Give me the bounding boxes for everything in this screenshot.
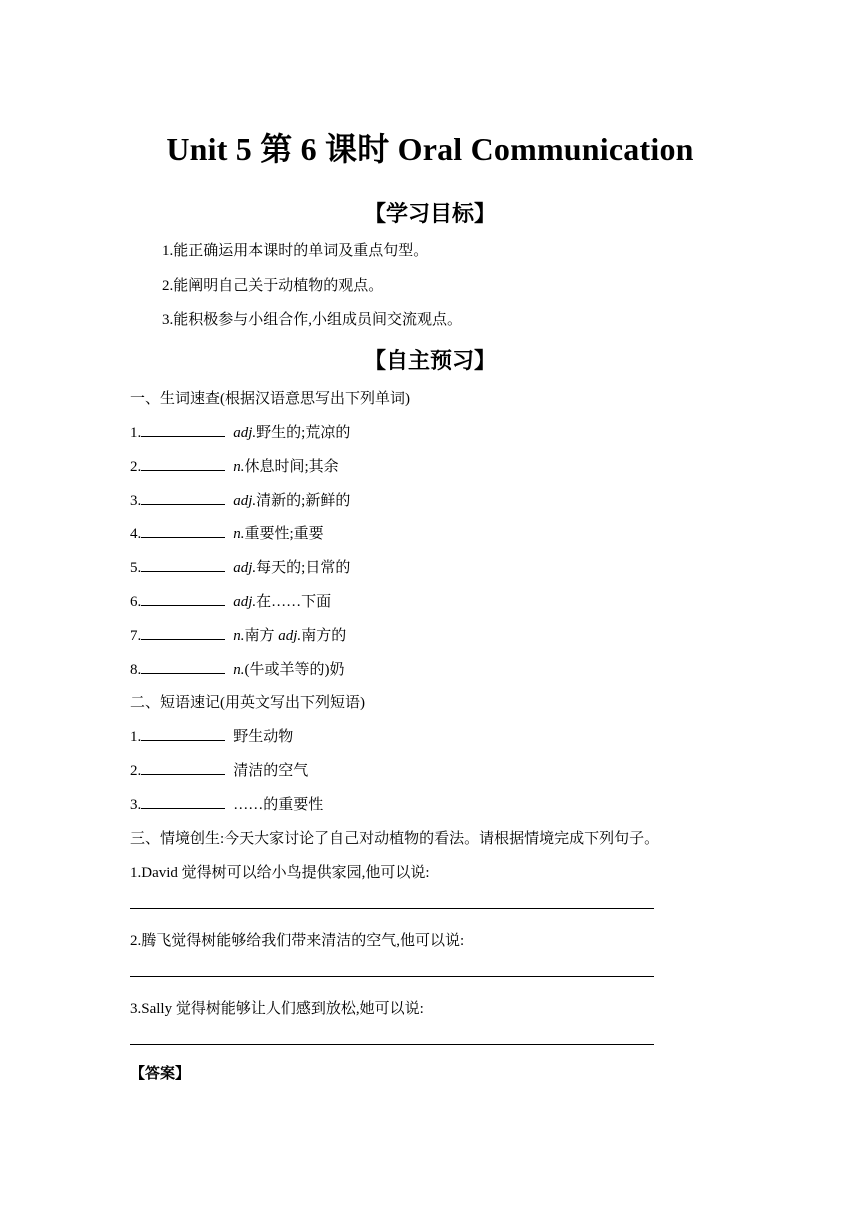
part3-heading: 三、情境创生:今天大家讨论了自己对动植物的看法。请根据情境完成下列句子。 — [130, 831, 660, 847]
vocab-item — [130, 421, 350, 442]
part-of-speech: adj. — [233, 425, 257, 441]
answer-blank[interactable] — [141, 423, 225, 437]
goal-item: 3.能积极参与小组合作,小组成员间交流观点。 — [162, 312, 463, 328]
meaning: 清洁的空气 — [233, 763, 309, 779]
vocab-item — [130, 590, 331, 611]
part-of-speech: n. — [233, 459, 245, 475]
answer-blank[interactable] — [141, 524, 225, 538]
item-number: 3. — [130, 797, 142, 813]
meaning: 每天的;日常的 — [256, 560, 351, 576]
answer-blank[interactable] — [141, 558, 225, 572]
meaning: 休息时间;其余 — [244, 459, 339, 475]
part-of-speech: adj. — [233, 493, 257, 509]
part-of-speech: n. — [233, 526, 245, 542]
meaning: 野生动物 — [233, 729, 294, 745]
vocab-item — [130, 658, 345, 679]
part-of-speech: adj. — [233, 560, 257, 576]
meaning: ……的重要性 — [233, 797, 324, 813]
answer-blank[interactable] — [141, 491, 225, 505]
meaning: 野生的;荒凉的 — [256, 425, 351, 441]
answer-blank[interactable] — [141, 592, 225, 606]
item-number: 8. — [130, 662, 142, 678]
answer-line[interactable] — [130, 908, 654, 909]
part-of-speech: adj. — [278, 628, 302, 644]
answer-blank[interactable] — [141, 727, 225, 741]
item-number: 2. — [130, 459, 142, 475]
preview-heading: 【自主预习】 — [363, 349, 496, 374]
answer-line[interactable] — [130, 976, 654, 977]
item-number: 7. — [130, 628, 142, 644]
answer-blank[interactable] — [141, 457, 225, 471]
item-number: 1. — [130, 729, 142, 745]
answer-blank[interactable] — [141, 761, 225, 775]
item-number: 6. — [130, 594, 142, 610]
answer-blank[interactable] — [141, 660, 225, 674]
item-number: 1. — [130, 425, 142, 441]
item-number: 3. — [130, 493, 142, 509]
meaning: 在……下面 — [256, 594, 332, 610]
phrase-item — [130, 759, 308, 780]
part-of-speech: n. — [233, 662, 245, 678]
answer-blank[interactable] — [141, 626, 225, 640]
vocab-item — [130, 455, 339, 476]
part-of-speech: adj. — [233, 594, 257, 610]
scenario-prompt: 2.腾飞觉得树能够给我们带来清洁的空气,他可以说: — [130, 933, 465, 949]
vocab-item — [130, 522, 324, 543]
goal-item: 2.能阐明自己关于动植物的观点。 — [162, 278, 384, 294]
item-number: 2. — [130, 763, 142, 779]
scenario-prompt: 3.Sally 觉得树能够让人们感到放松,她可以说: — [130, 1001, 424, 1017]
part1-heading: 一、生词速查(根据汉语意思写出下列单词) — [130, 391, 410, 407]
answer-line[interactable] — [130, 1044, 654, 1045]
item-number: 4. — [130, 526, 142, 542]
vocab-item — [130, 624, 346, 645]
meaning: 南方的 — [301, 628, 347, 644]
goals-heading: 【学习目标】 — [363, 202, 496, 227]
part2-heading: 二、短语速记(用英文写出下列短语) — [130, 695, 365, 711]
phrase-item — [130, 725, 293, 746]
scenario-prompt: 1.David 觉得树可以给小鸟提供家园,他可以说: — [130, 865, 430, 881]
page-title: Unit 5 第 6 课时 Oral Communication — [166, 131, 694, 167]
answer-blank[interactable] — [141, 795, 225, 809]
item-number: 5. — [130, 560, 142, 576]
meaning: (牛或羊等的)奶 — [244, 662, 345, 678]
goal-item: 1.能正确运用本课时的单词及重点句型。 — [162, 243, 429, 259]
meaning: 重要性;重要 — [244, 526, 324, 542]
meaning: 南方 — [244, 628, 279, 644]
meaning: 清新的;新鲜的 — [256, 493, 351, 509]
phrase-item — [130, 793, 323, 814]
vocab-item — [130, 556, 350, 577]
part-of-speech: n. — [233, 628, 245, 644]
vocab-item — [130, 489, 350, 510]
answer-heading: 【答案】 — [130, 1064, 191, 1082]
